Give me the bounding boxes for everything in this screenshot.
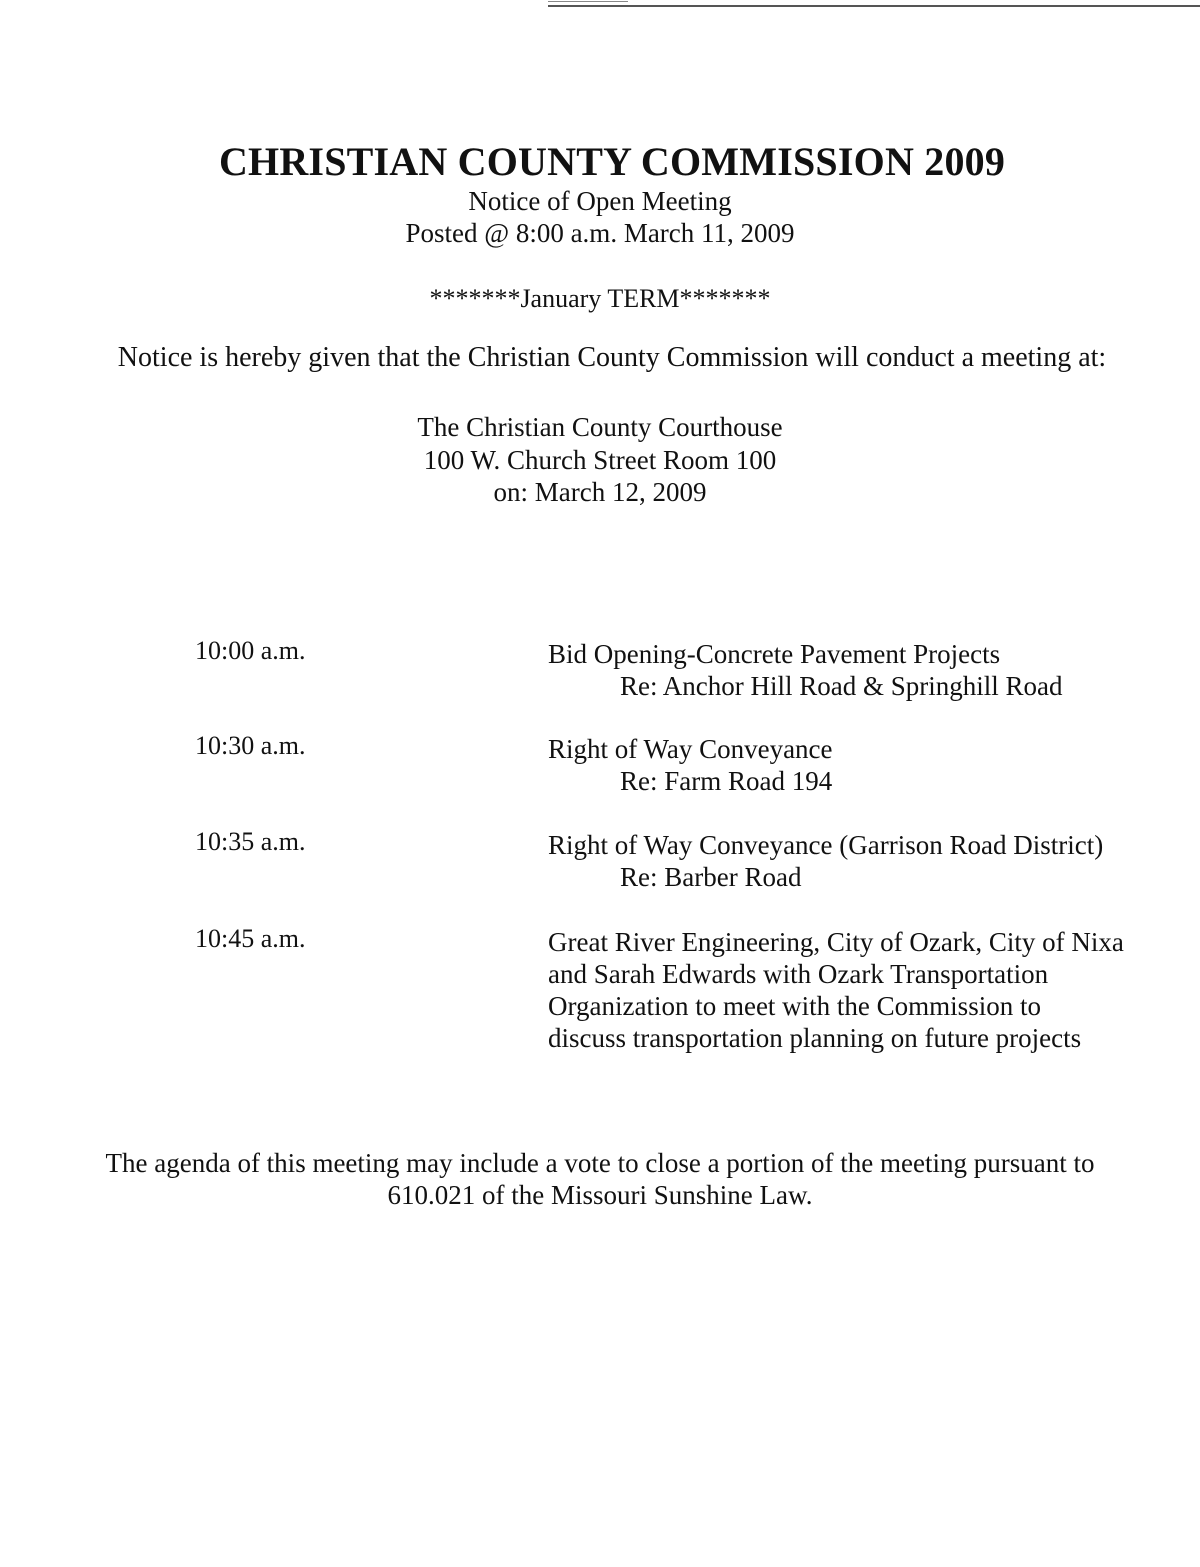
document-title: CHRISTIAN COUNTY COMMISSION 2009	[218, 139, 1006, 184]
posted-time: Posted @ 8:00 a.m. March 11, 2009	[405, 218, 795, 248]
agenda-title: Right of Way Conveyance (Garrison Road District)	[548, 830, 1104, 860]
agenda-line: and Sarah Edwards with Ozark Transportation	[548, 959, 1049, 989]
agenda-re: Re: Anchor Hill Road & Springhill Road	[620, 671, 1063, 701]
footer-line-1: The agenda of this meeting may include a vote to close a portion of the meeting pursuant to	[105, 1148, 1095, 1178]
meeting-date: on: March 12, 2009	[493, 477, 707, 507]
scan-edge-mark	[548, 1, 628, 2]
agenda-description	[548, 733, 833, 797]
agenda-re: Re: Barber Road	[620, 862, 802, 892]
location-address: 100 W. Church Street Room 100	[423, 445, 777, 475]
agenda-time: 10:00 a.m.	[195, 636, 306, 665]
agenda-description	[548, 926, 1124, 1054]
scan-edge-line	[548, 5, 1200, 7]
agenda-time: 10:45 a.m.	[195, 924, 306, 953]
agenda-description	[548, 638, 1062, 702]
agenda-title: Bid Opening-Concrete Pavement Projects	[548, 639, 1001, 669]
agenda-time: 10:35 a.m.	[195, 827, 306, 856]
footer-line-2: 610.021 of the Missouri Sunshine Law.	[387, 1180, 813, 1210]
agenda-title: Right of Way Conveyance	[548, 734, 833, 764]
agenda-time: 10:30 a.m.	[195, 731, 306, 760]
notice-text: Notice is hereby given that the Christian County Commission will conduct a meeting at:	[117, 342, 1107, 373]
term-label: *******January TERM*******	[429, 284, 771, 313]
agenda-description	[548, 829, 1103, 893]
agenda-re: Re: Farm Road 194	[620, 766, 833, 796]
agenda-line: discuss transportation planning on future projects	[548, 1023, 1082, 1053]
agenda-line: Organization to meet with the Commission to	[548, 991, 1041, 1021]
notice-type: Notice of Open Meeting	[468, 186, 732, 216]
location-building: The Christian County Courthouse	[417, 412, 783, 442]
agenda-line: Great River Engineering, City of Ozark, City of Nixa	[548, 927, 1124, 957]
